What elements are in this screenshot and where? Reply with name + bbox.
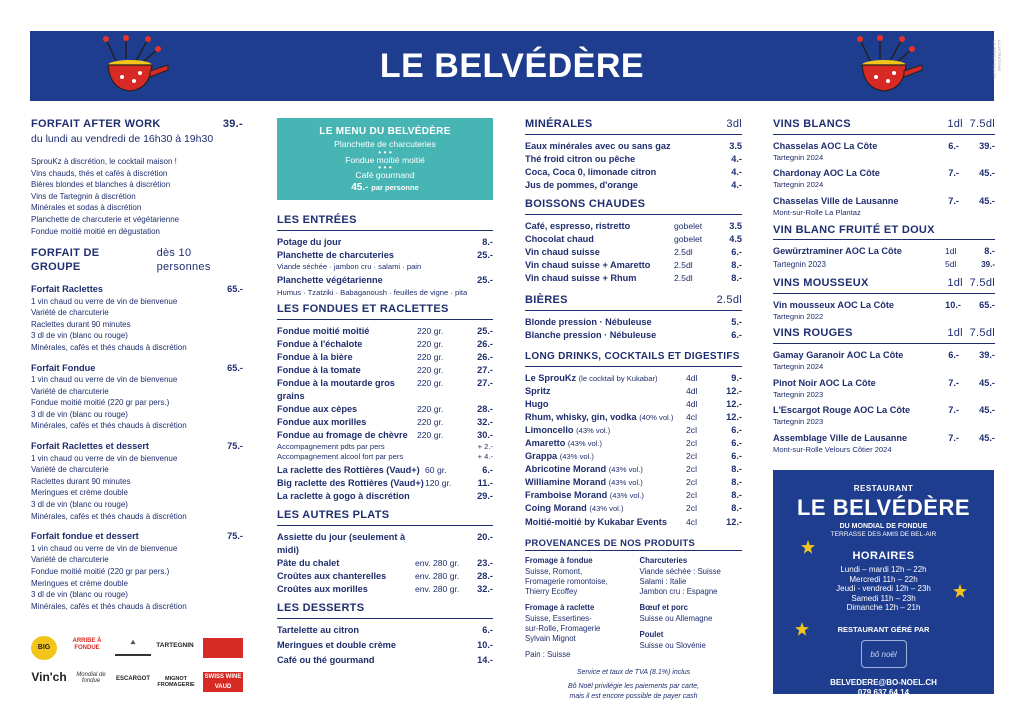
groupe-heading: FORFAIT DE GROUPE dès 10 personnes [31,247,211,274]
drink-item: Coing Morand (43% vol.) 2cl 8.- [525,503,742,514]
wine-item: Chasselas Ville de Lausanne 7.- 45.- Mont-sur-Rolle La Plantaz [773,195,995,218]
logo-swisswine: SWISS WINE VAUD [204,674,242,690]
menu-item: Meringues et double crème 10.- [277,639,493,650]
extra-row: Accompagnement alcool fort par pers + 4.- [277,451,493,461]
menu-item: Blanche pression · Nébuleuse 6.- [525,330,742,341]
package-title: Forfait Raclettes et dessert 75.- [31,441,243,452]
page-title: LE BELVÉDÈRE [379,47,645,85]
afterwork-item: Bières blondes et blanches à discrétion [31,180,171,190]
logo-vinch: Vin'ch [31,670,67,684]
star-icon [801,540,815,554]
column-wines [773,118,995,459]
vins-rouges-list [773,349,995,454]
menu-item: Fondue aux morilles 220 gr. 32.- [277,417,493,428]
fondues-list [277,325,493,443]
provenance-block: Poulet Suisse ou Slovénie [639,630,706,651]
package-item: Meringues et crème double [31,578,128,588]
afterwork-item: Vins chauds, thés et cafés à discrétion [31,168,168,178]
card-tagline: DU MONDIAL DE FONDUE [839,523,928,530]
wine-item: Vin mousseux AOC La Côte 10.- 65.- Tartegnin 2022 [773,299,995,321]
menu-dots: • • • [378,162,392,173]
package-item: Minérales, cafés et thés chauds à discrétion [31,601,187,611]
menu-item: La raclette des Rottières (Vaud+) 60 gr. 6.- [277,464,493,475]
hours-title: HORAIRES [852,550,915,562]
provenance-block: Bœuf et porc Suisse ou Allemagne [639,603,713,624]
package-item: Meringues et crème double [31,488,128,498]
menu-item: Fondue à la tomate 220 gr. 27.- [277,365,493,376]
hours-line: Dimanche 12h – 21h [846,603,921,613]
wine-item: Gamay Garanoir AOC La Côte 6.- 39.- Tartegnin 2024 [773,350,995,372]
column-forfaits [31,118,243,612]
afterwork-item: Minérales et sodas à discrétion [31,203,142,213]
menu-line: Planchette de charcuteries [334,139,436,150]
item-note: Humus · Tzatziki · Babaganoush · feuilles de vigne · pita [277,287,468,297]
package-item: 1 vin chaud ou verre de vin de bienvenue [31,543,178,553]
package-title: Forfait fondue et dessert 75.- [31,531,243,542]
menu-item: Eaux minérales avec ou sans gaz 3.5 [525,140,742,151]
drink-item: Williamine Morand (43% vol.) 2cl 8.- [525,477,742,488]
drink-item: Limoncello (43% vol.) 2cl 6.- [525,425,742,436]
package-item: 1 vin chaud ou verre de vin de bienvenue [31,375,178,385]
menu-item: Vin chaud suisse + Amaretto 2.5dl 8.- [525,260,742,271]
entrees-list [277,236,493,297]
package-item: 3 dl de vin (blanc ou rouge) [31,409,128,419]
menu-item: La raclette à gogo à discrétion 29.- [277,490,493,501]
provenance-block: Charcuteries Viande séchée : Suisse Salami : Italie Jambon cru : Espagne [639,556,721,597]
hours-line: Jeudi - vendredi 12h – 23h [836,584,931,594]
provenance-block: Pain : Suisse [525,650,571,660]
drink-item: Framboise Morand (43% vol.) 2cl 8.- [525,490,742,501]
drink-item: Rhum, whisky, gin, vodka (40% vol.) 4cl 12.- [525,412,742,423]
wine-item: Chasselas AOC La Côte 6.- 39.- Tartegnin 2024 [773,140,995,162]
menu-line: Fondue moitié moitié [345,154,425,165]
vins-rouges-heading: VINS ROUGES 1dl 7.5dl [773,327,995,340]
menu-item: Planchette végétarienne 25.- [277,275,493,286]
menu-item: Croûtes aux chanterelles env. 280 gr. 28.- [277,570,493,581]
package-item: Variété de charcuterie [31,465,109,475]
menu-item: Vin chaud suisse 2.5dl 6.- [525,247,742,258]
card-name: LE BELVÉDÈRE [796,495,971,520]
afterwork-hours: du lundi au vendredi de 16h30 à 19h30 [31,132,214,145]
extra-row: Accompagnement pdts par pers + 2.- [277,442,493,452]
vins-blancs-heading: VINS BLANCS 1dl 7.5dl [773,118,995,130]
column-drinks [525,118,742,702]
menu-item: Croûtes aux morilles env. 280 gr. 32.- [277,583,493,594]
package-item: 3 dl de vin (blanc ou rouge) [31,590,128,600]
menu-item: Café ou thé gourmand 14.- [277,655,493,665]
wine-item: Chardonay AOC La Côte 7.- 45.- Tartegnin 2024 [773,168,995,190]
package-item: 1 vin chaud ou verre de vin de bienvenue [31,453,178,463]
header-banner [30,31,994,101]
package-item: Fondue moitié moitié (220 gr par pers.) [31,567,170,577]
provenances-heading: PROVENANCES DE NOS PRODUITS [525,536,696,548]
package-title: Forfait Fondue 65.- [31,362,243,373]
bieres-heading: BIÈRES 2.5dl [525,294,742,307]
package-items [31,543,243,613]
menu-item: Potage du jour 8.- [277,236,493,247]
package-item: Fondue moitié moitié (220 gr par pers.) [31,398,170,408]
vins-blancs-list [773,140,995,218]
logo-escargot: ESCARGOT [115,676,150,682]
menu-item: Fondue à la moutarde gros grains 220 gr. 27.- [277,378,493,402]
restaurant-card [773,470,994,697]
boissons-heading: BOISSONS CHAUDES [525,198,646,211]
menu-item: Planchette de charcuteries 25.- [277,249,493,260]
package-title: Forfait Raclettes 65.- [31,283,243,294]
plats-heading: LES AUTRES PLATS [277,508,390,521]
afterwork-item: SprouKz à discrétion, le cocktail maison ! [31,157,177,167]
package-item: 1 vin chaud ou verre de vin de bienvenue [31,296,178,306]
menu-item: Fondue moitié moitié 220 gr. 25.- [277,325,493,336]
longdrinks-list [525,372,742,529]
package-item: Variété de charcuterie [31,555,109,565]
item-note: Viande séchée · jambon cru · salami · pain [277,261,422,271]
package-item: 3 dl de vin (blanc ou rouge) [31,331,128,341]
logo-tartegnin: TARTEGNIN [156,642,194,649]
menu-item: Big raclette des Rottières (Vaud+) 120 gr. 11.- [277,477,493,488]
package-item: Minérales, cafés et thés chauds à discrétion [31,511,187,521]
package-items [31,296,243,354]
package-items [31,374,243,432]
plats-list [277,531,493,596]
longdrinks-heading: LONG DRINKS, COCKTAILS ET DIGESTIFS [525,351,740,363]
package-item: Variété de charcuterie [31,386,109,396]
afterwork-list [31,156,243,237]
wine-item: Assemblage Ville de Lausanne 7.- 45.- Mont-sur-Rolle Velours Côtier 2024 [773,432,995,454]
raclettes-list [277,464,493,503]
boissons-list [525,220,742,285]
logo-mignot: MIGNOT FROMAGERIE [157,676,195,688]
hours-line: Samedi 11h – 23h [851,593,916,603]
drink-item: Spritz 4dl 12.- [525,385,742,396]
drink-item: Grappa (43% vol.) 2cl 6.- [525,451,742,462]
desserts-heading: LES DESSERTS [277,602,365,615]
drink-item: Le SprouKz (le cocktail by Kukabar) 4dl 9.- [525,372,742,383]
hours-line: Mercredi 11h – 22h [849,574,918,584]
package-item: Minérales, cafés et thés chauds à discrétion [31,421,187,431]
menu-dots: • • • [378,146,392,157]
vin-fruite-heading: VIN BLANC FRUITÉ ET DOUX [773,223,935,236]
star-icon [795,622,809,636]
vins-mousseux-heading: VINS MOUSSEUX 1dl 7.5dl [773,276,995,289]
package-item: Minérales, cafés et thés chauds à discrétion [31,342,187,352]
afterwork-item: Vins de Tartegnin à discrétion [31,191,136,201]
menu-belvedere-box [277,118,493,200]
afterwork-heading: FORFAIT AFTER WORK 39.- [31,118,243,130]
menu-item: Blonde pression · Nébuleuse 5.- [525,317,742,328]
star-icon [953,584,967,598]
card-label: RESTAURANT [853,484,914,493]
menu-item: Fondue à l'échalote 220 gr. 26.- [277,338,493,349]
minerales-list [525,140,742,192]
fondues-heading: LES FONDUES ET RACLETTES [277,303,449,316]
hours-line: Lundi – mardi 12h – 22h [840,565,927,574]
menu-item: Pâte du chalet env. 280 gr. 23.- [277,557,493,568]
package-item: Variété de charcuterie [31,308,109,318]
logo-mondial: Mondial de fondue [76,672,106,684]
bieres-list [525,316,742,342]
logo-mountain: ⛰ [115,640,151,656]
drink-item: Amaretto (43% vol.) 2cl 6.- [525,438,742,449]
menu-item: Jus de pommes, d'orange 4.- [525,180,742,191]
logo-red-badge [203,638,243,658]
provenance-block: Fromage à fondue Suisse, Romont, Fromagerie romontoise, Thierry Ecoffey [525,556,608,597]
logo-big: BIG [31,636,57,660]
menu-item: Coca, Coca 0, limonade citron 4.- [525,166,742,177]
menu-item: Chocolat chaud gobelet 4.5 [525,234,742,245]
provenance-block: Fromage à raclette Suisse, Essertines- sur-Rolle, Fromagerie Sylvain Mignot [525,603,601,644]
wine-item: Pinot Noir AOC La Côte 7.- 45.- Tartegnin 2023 [773,377,995,399]
column-food [277,118,493,669]
drink-item: Abricotine Morand (43% vol.) 2cl 8.- [525,464,742,475]
menu-item: Tartelette au citron 6.- [277,624,493,635]
wine-item: Gewürztraminer AOC La Côte 1dl 8.- Tartegnin 2023 5dl 39.- [773,246,995,270]
drink-item: Hugo 4dl 12.- [525,398,742,409]
package-items [31,453,243,523]
menu-item: Fondue aux cèpes 220 gr. 28.- [277,404,493,415]
package-item: Raclettes durant 90 minutes [31,319,131,329]
menu-price: 45.- par personne [351,181,419,193]
fondue-pot-icon [846,35,926,97]
package-item: Raclettes durant 90 minutes [31,476,131,486]
menu-belvedere-title: LE MENU DU BELVÉDÈRE [319,126,451,137]
menu-item: Café, espresso, ristretto gobelet 3.5 [525,220,742,231]
groupe-packages [31,284,243,612]
menu-item: Vin chaud suisse + Rhum 2.5dl 8.- [525,273,742,284]
drink-item: Moitié-moitié by Kukabar Events 4cl 12.- [525,516,742,527]
package-item: 3 dl de vin (blanc ou rouge) [31,500,128,510]
wine-item: L'Escargot Rouge AOC La Côte 7.- 45.- Tartegnin 2023 [773,405,995,427]
afterwork-item: Fondue moitié moitié en dégustation [31,226,160,236]
menu-item: Thé froid citron ou pêche 4.- [525,153,742,164]
minerales-heading: MINÉRALES 3dl [525,118,742,130]
provenances-grid [525,556,742,666]
menu-item: Fondue au fromage de chèvre 220 gr. 30.- [277,430,493,441]
illustration-credit: ILLUSTRATIONS LAURENCE GALLEY [992,40,1002,79]
partner-logos [31,636,246,696]
contact-phone[interactable]: 079 637 64 14 [857,687,910,697]
bo-noel-logo: bô noël [861,640,907,668]
card-tagline2: TERRASSE DES AMIS DE BEL-AIR [830,531,937,538]
afterwork-item: Planchette de charcuterie et végétarienne [31,215,180,225]
footnote: Service et taux de TVA (8.1%) inclus Bô Noël privilégie les paiements par carte, mais il est encore possible de payer cash [567,669,700,700]
menu-item: Assiette du jour (seulement à midi) 20.- [277,531,493,555]
desserts-list [277,624,493,669]
logo-arribe: ARRIBE À FONDUE [72,638,102,651]
entrees-heading: LES ENTRÉES [277,214,357,226]
menu-line: Café gourmand [355,170,415,181]
managed-by-label: RESTAURANT GÉRÉ PAR [837,624,930,634]
menu-item: Fondue à la bière 220 gr. 26.- [277,352,493,362]
contact-email[interactable]: BELVEDERE@BO-NOEL.CH [830,677,937,687]
